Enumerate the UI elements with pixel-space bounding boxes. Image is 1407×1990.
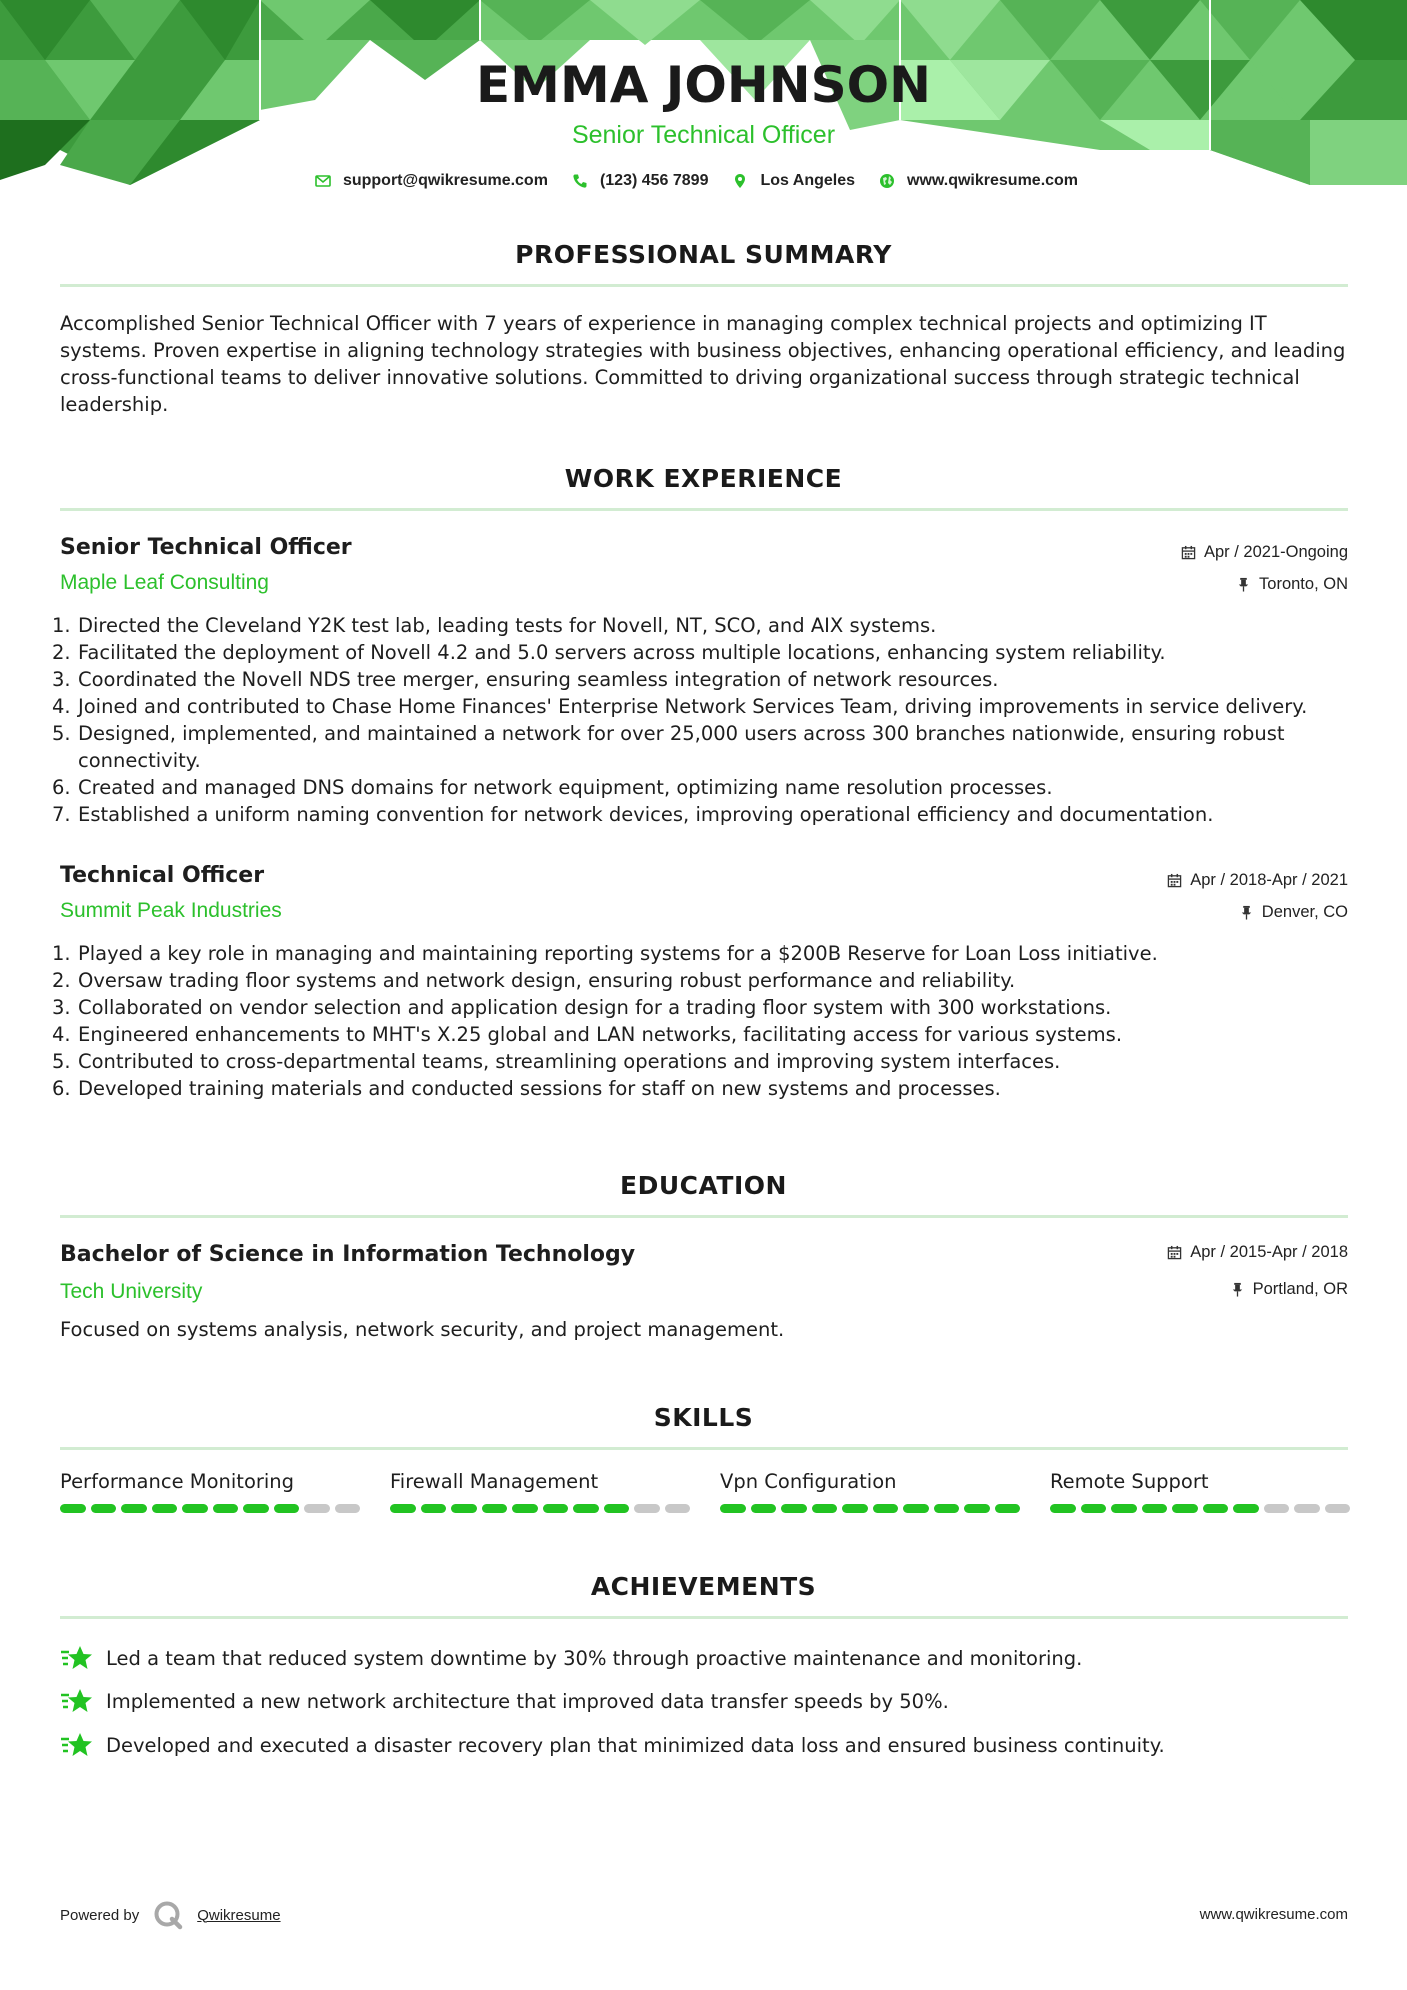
phone-icon [572,173,588,189]
list-item: 2. Oversaw trading floor systems and network design, ensuring robust performance and reliability. [52,969,1016,992]
skill-segment [1233,1504,1259,1513]
job-title: Technical Officer [60,863,265,888]
skill-segment [182,1504,208,1513]
list-item: 1. Directed the Cleveland Y2K test lab, leading tests for Novell, NT, SCO, and AIX systems. [52,614,937,637]
skill-segment [995,1504,1021,1513]
location-text: Los Angeles [760,172,856,189]
achievement-item [60,1686,949,1716]
job-location [1236,575,1348,594]
job-location-text: Denver, CO [1261,903,1348,921]
job-dates [1181,543,1348,562]
skill-segment [390,1504,416,1513]
job-bullets [52,940,1352,1102]
degree-title: Bachelor of Science in Information Technology [60,1242,636,1267]
achievement-item [60,1643,1082,1673]
pushpin-icon [1239,905,1254,920]
list-item: 3. Collaborated on vendor selection and application design for a trading floor system with 300 workstations. [52,996,1112,1019]
skill-segment [543,1504,569,1513]
skill-segment [512,1504,538,1513]
education-heading: EDUCATION [620,1171,787,1200]
qwikresume-logo-icon [153,1900,183,1930]
list-item: 7. Established a uniform naming convention for network devices, improving operational efficiency and documentation. [52,803,1214,826]
list-item: 4. Joined and contributed to Chase Home Finances' Enterprise Network Services Team, driving improvements in service delivery. [52,695,1308,718]
star-icon [60,1643,94,1673]
skill-segment [451,1504,477,1513]
skill-segment [91,1504,117,1513]
skill-segment [1172,1504,1198,1513]
brand-link[interactable]: Qwikresume [197,1906,281,1924]
job-dates-text: Apr / 2021-Ongoing [1203,543,1348,561]
skill-segment [1294,1504,1320,1513]
skill-level-bar [720,1504,1020,1513]
skill-item [60,1470,360,1513]
skill-segment [152,1504,178,1513]
list-item: 3. Coordinated the Novell NDS tree merger, ensuring seamless integration of network resources. [52,668,999,691]
envelope-icon [315,173,331,189]
list-item: 6. Developed training materials and conducted sessions for staff on new systems and processes. [52,1077,1001,1100]
achievements-heading: ACHIEVEMENTS [590,1572,817,1601]
summary-text: Accomplished Senior Technical Officer with 7 years of experience in managing complex technical projects and optimizing IT systems. Proven expertise in aligning technology strategies with business objectives, enhancing operational efficiency, and leading cross-functional teams to deliver innovative solutions. Committed to driving organizational success through strategic technical leadership. [60,312,1346,416]
skill-segment [121,1504,147,1513]
skill-segment [720,1504,746,1513]
list-item: 2. Facilitated the deployment of Novell 4.2 and 5.0 servers across multiple locations, enhancing system reliability. [52,641,1166,664]
school-name: Tech University [60,1280,203,1303]
experience-heading: WORK EXPERIENCE [564,464,843,493]
achievement-text: Developed and executed a disaster recovery plan that minimized data loss and ensured business continuity. [106,1733,1165,1757]
skill-label: Performance Monitoring [60,1470,295,1493]
skill-level-bar [1050,1504,1350,1513]
skills-list [60,1470,1350,1513]
skill-segment [781,1504,807,1513]
job-title: Senior Technical Officer [60,535,352,560]
summary-rule [60,284,1348,287]
footer-powered-by [60,1900,281,1930]
education-location-text: Portland, OR [1252,1280,1348,1298]
website-text: www.qwikresume.com [907,172,1079,189]
skill-segment [1081,1504,1107,1513]
education-dates [1167,1243,1348,1262]
star-icon [60,1730,94,1760]
globe-icon [879,173,895,189]
skill-label: Vpn Configuration [720,1470,897,1493]
skill-item [720,1470,1020,1513]
education-description: Focused on systems analysis, network security, and project management. [60,1318,785,1341]
skill-segment [903,1504,929,1513]
skill-segment [751,1504,777,1513]
pushpin-icon [1230,1282,1245,1297]
skill-segment [421,1504,447,1513]
star-icon [60,1686,94,1716]
contact-email[interactable] [315,172,548,190]
skill-segment [1111,1504,1137,1513]
skill-segment [335,1504,361,1513]
education-dates-text: Apr / 2015-Apr / 2018 [1190,1243,1348,1261]
contact-phone[interactable] [572,172,709,190]
job-company: Maple Leaf Consulting [60,571,269,594]
job-company: Summit Peak Industries [60,899,282,922]
skills-rule [60,1447,1348,1450]
skills-heading: SKILLS [653,1403,754,1432]
email-text: support@qwikresume.com [342,172,548,189]
footer-website[interactable]: www.qwikresume.com [1199,1906,1348,1923]
skill-segment [873,1504,899,1513]
calendar-icon [1181,545,1196,560]
candidate-name: EMMA JOHNSON [476,56,931,114]
skill-segment [1264,1504,1290,1513]
skill-segment [482,1504,508,1513]
list-item: 5. Contributed to cross-departmental teams, streamlining operations and improving system interfaces. [52,1050,1061,1073]
education-location [1230,1280,1348,1299]
contact-location [732,172,855,190]
skill-segment [1050,1504,1076,1513]
list-item: 5. Designed, implemented, and maintained a network for over 25,000 users across 300 branches nationwide, ensuring robust connectivity. [52,722,1285,772]
achievement-text: Implemented a new network architecture that improved data transfer speeds by 50%. [106,1689,949,1713]
candidate-title: Senior Technical Officer [571,121,836,149]
calendar-icon [1167,873,1182,888]
powered-by-label: Powered by [60,1906,140,1924]
map-pin-icon [732,173,748,189]
job-location [1239,903,1348,922]
job-location-text: Toronto, ON [1259,575,1348,593]
achievements-rule [60,1616,1348,1619]
skill-segment [213,1504,239,1513]
skill-label: Remote Support [1050,1470,1209,1493]
job-dates [1167,871,1348,890]
skill-segment [1203,1504,1229,1513]
skill-segment [60,1504,86,1513]
phone-text: (123) 456 7899 [599,172,709,189]
achievement-item [60,1730,1165,1760]
calendar-icon [1167,1245,1182,1260]
list-item: 4. Engineered enhancements to MHT's X.25 global and LAN networks, facilitating access for various systems. [52,1023,1123,1046]
skill-item [390,1470,690,1513]
job-bullets [52,612,1352,828]
skill-segment [842,1504,868,1513]
contact-website[interactable] [879,172,1078,190]
skill-segment [243,1504,269,1513]
skill-label: Firewall Management [390,1470,599,1493]
skill-segment [665,1504,691,1513]
skill-segment [1142,1504,1168,1513]
contact-bar [0,172,1407,190]
list-item: 1. Played a key role in managing and maintaining reporting systems for a $200B Reserve for Loan Loss initiative. [52,942,1158,965]
achievement-text: Led a team that reduced system downtime by 30% through proactive maintenance and monitoring. [106,1646,1083,1670]
job-dates-text: Apr / 2018-Apr / 2021 [1190,871,1348,889]
summary-heading: PROFESSIONAL SUMMARY [515,240,892,269]
skill-segment [573,1504,599,1513]
skill-level-bar [60,1504,360,1513]
skill-segment [964,1504,990,1513]
list-item: 6. Created and managed DNS domains for network equipment, optimizing name resolution processes. [52,776,1053,799]
skill-segment [1325,1504,1351,1513]
skill-segment [634,1504,660,1513]
skill-segment [812,1504,838,1513]
skill-segment [934,1504,960,1513]
skill-level-bar [390,1504,690,1513]
skill-item [1050,1470,1350,1513]
pushpin-icon [1236,577,1251,592]
skill-segment [604,1504,630,1513]
education-rule [60,1215,1348,1218]
experience-rule [60,508,1348,511]
skill-segment [274,1504,300,1513]
skill-segment [304,1504,330,1513]
